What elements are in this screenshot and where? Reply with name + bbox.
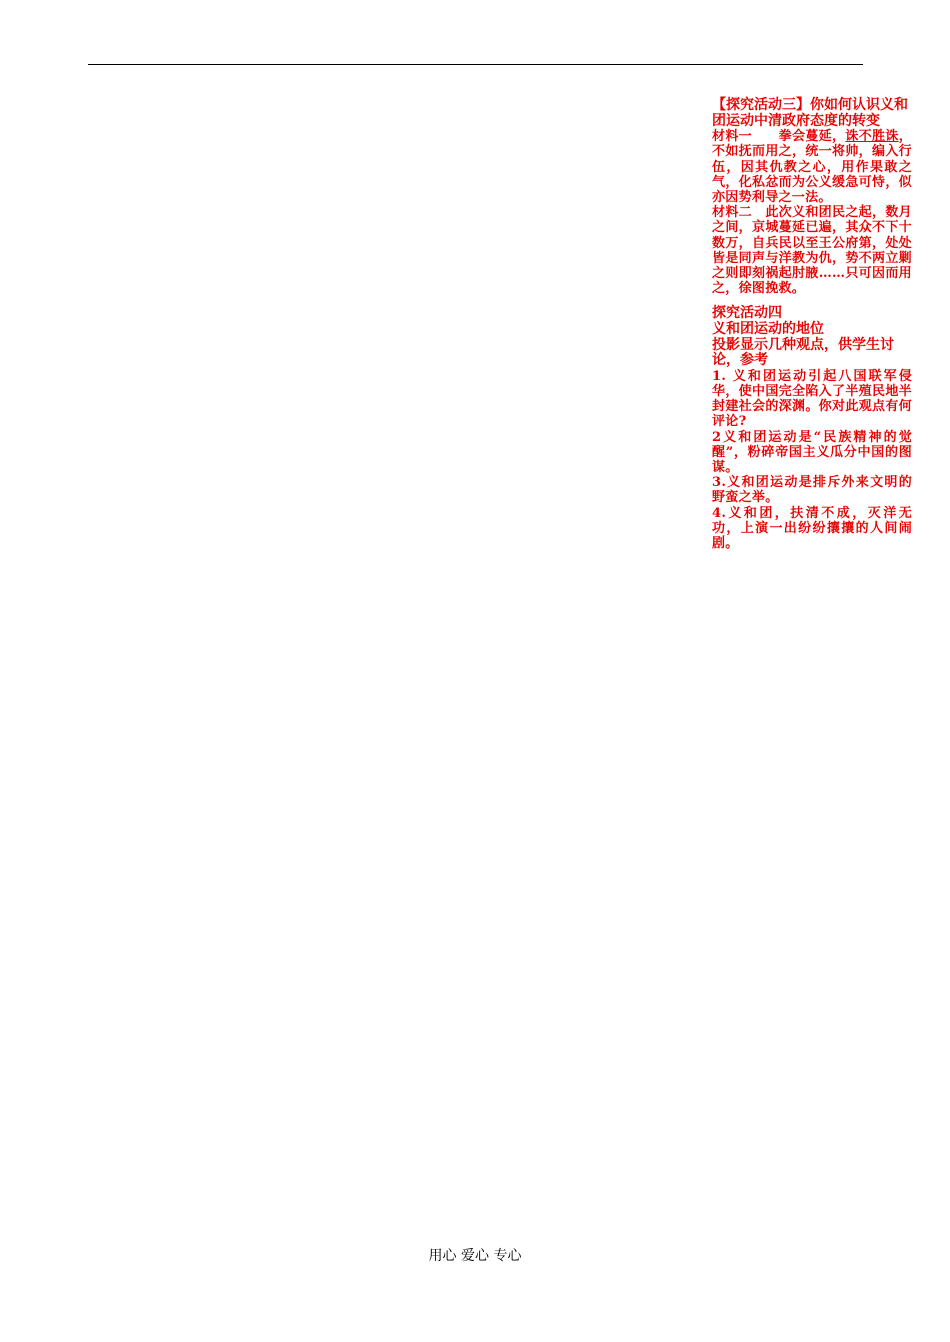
material-1-lead: 材料一 拳会蔓延， (712, 129, 846, 145)
side-notes (712, 98, 912, 551)
header-rule (88, 64, 863, 65)
material-1-rest: ，不如抚而用之，统一将帅，编入行伍，因其仇教之心，用作果敢之气，化私忿而为公义缓急可恃，似亦因势利导之一法。 (712, 129, 912, 205)
page-footer: 用心 爱心 专心 (428, 1248, 522, 1264)
activity-4-subtitle: 义和团运动的地位 (712, 321, 824, 338)
material-2: 材料二 此次义和团民之起，数月之间，京城蔓延已遍，其众不下十数万，自兵民以至王公府第，处处皆是同声与洋教为仇，势不两立剿之则即刻祸起肘腋……只可因而用之，徐图挽救。 (712, 205, 912, 297)
viewpoint-3: 3.义和团运动是排斥外来文明的野蛮之举。 (712, 475, 912, 506)
activity-4-title: 探究活动四 (712, 305, 782, 322)
activity-3-title: 【探究活动三】你如何认识义和团运动中清政府态度的转变 (712, 97, 908, 129)
viewpoint-1: 1. 义和团运动引起八国联军侵华，使中国完全陷入了半殖民地半封建社会的深渊。你对此观点有何评论? (712, 368, 912, 430)
viewpoint-2: 2义和团运动是“民族精神的觉醒”，粉碎帝国主义瓜分中国的图谋。 (712, 429, 912, 476)
viewpoint-4: 4.义和团，扶清不成，灭洋无功，上演一出纷纷攘攘的人间闹剧。 (712, 505, 912, 552)
material-1-underlined: 诛不胜诛 (845, 129, 899, 145)
material-1 (712, 129, 912, 205)
activity-4-intro: 投影显示几种观点，供学生讨论，参考 (712, 336, 894, 369)
